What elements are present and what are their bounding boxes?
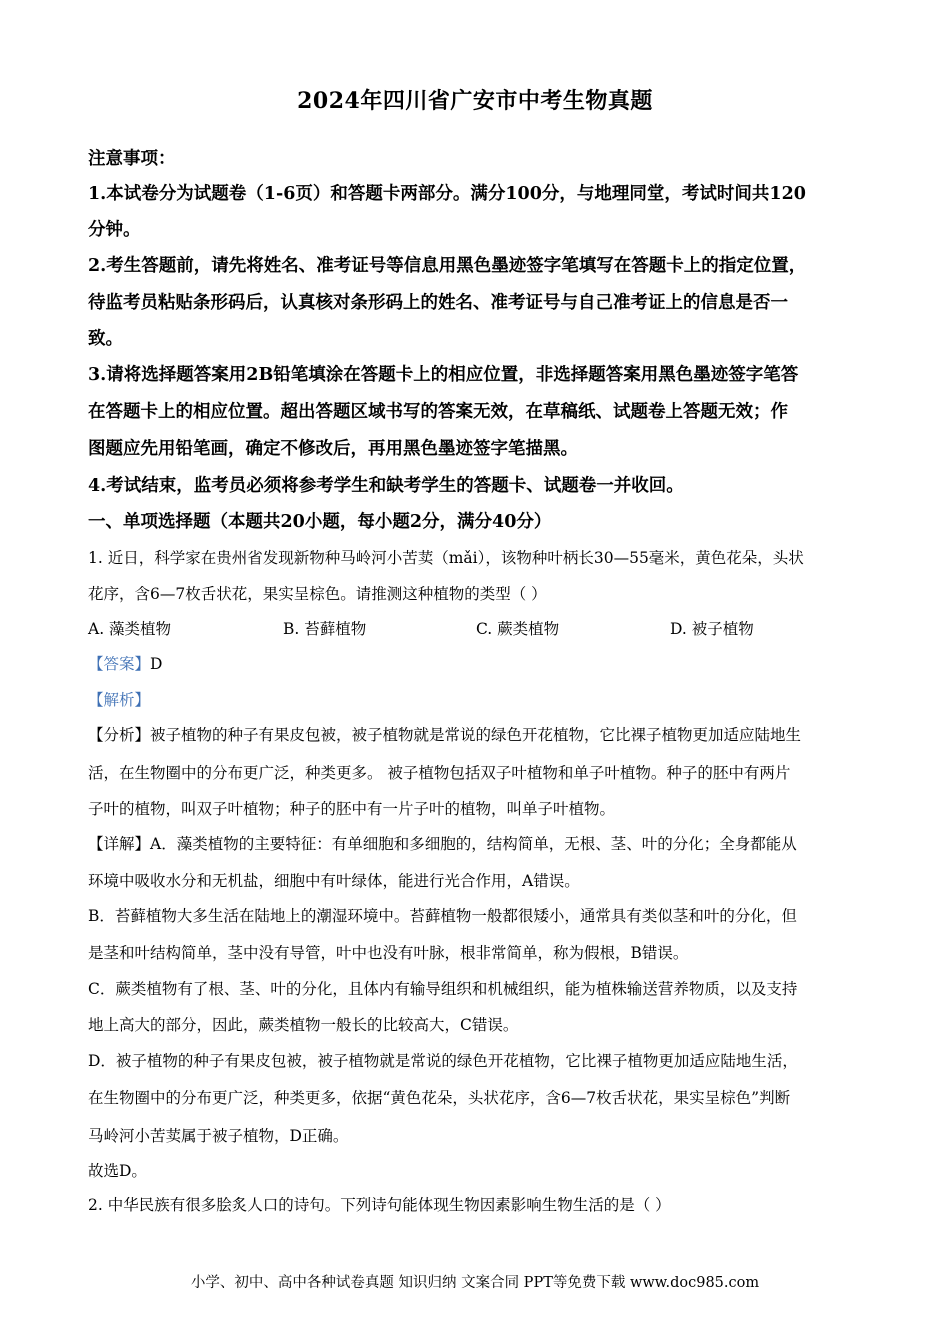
notice-line: 4.考试结束，监考员必须将参考学生和缺考学生的答题卡、试题卷一并收回。 [88,476,684,496]
explanation-line: C．蕨类植物有了根、茎、叶的分化，且体内有输导组织和机械组织，能为植株输送营养物质，以及支持 [88,980,798,998]
explanation-line: B．苔藓植物大多生活在陆地上的潮湿环境中。苔藓植物一般都很矮小，通常具有类似茎和叶的分化，但 [88,907,797,925]
footer-text: 小学、初中、高中各种试卷真题 知识归纳 文案合同 PPT等免费下载 www.doc985.com [190,1275,760,1291]
explanation-line: 是茎和叶结构简单，茎中没有导管，叶中也没有叶脉，根非常简单，称为假根，B错误。 [88,944,689,962]
section-heading: 一、单项选择题（本题共20小题，每小题2分，满分40分） [88,512,552,532]
notice-line: 1.本试卷分为试题卷（1-6页）和答题卡两部分。满分100分，与地理同堂，考试时间共120 [88,184,806,204]
notice-line: 分钟。 [88,220,141,240]
explanation-line: 【分析】被子植物的种子有果皮包被，被子植物就是常说的绿色开花植物，它比裸子植物更加适应陆地生 [88,726,802,744]
explanation-line: D．被子植物的种子有果皮包被，被子植物就是常说的绿色开花植物，它比裸子植物更加适应陆地生活， [88,1052,798,1070]
notice-line: 在答题卡上的相应位置。超出答题区域书写的答案无效，在草稿纸、试题卷上答题无效；作 [88,402,788,422]
option-d: D. 被子植物 [670,620,754,638]
option-c: C. 蕨类植物 [476,620,560,638]
notice-line: 2.考生答题前，请先将姓名、准考证号等信息用黑色墨迹签字笔填写在答题卡上的指定位置， [88,256,807,276]
notice-line: 待监考员粘贴条形码后，认真核对条形码上的姓名、准考证号与自己准考证上的信息是否一 [88,293,788,313]
question-stem: 1. 近日，科学家在贵州省发现新物种马岭河小苦荬（mǎi），该物种叶柄长30—55毫米，黄色花朵，头状 [88,549,804,567]
explanation-line: 地上高大的部分，因此，蕨类植物一般长的比较高大，C错误。 [88,1016,519,1034]
answer-label: 【答案】 [88,655,151,673]
explanation-line: 故选D。 [88,1162,147,1180]
notice-line: 图题应先用铅笔画，确定不修改后，再用黑色墨迹签字笔描黑。 [88,439,578,459]
page-title: 2024年四川省广安市中考生物真题 [297,88,653,114]
explanation-line: 子叶的植物，叫双子叶植物；种子的胚中有一片子叶的植物，叫单子叶植物。 [88,800,616,818]
notice-heading: 注意事项： [88,149,176,169]
question-stem: 2. 中华民族有很多脍炙人口的诗句。下列诗句能体现生物因素影响生物生活的是（ ） [88,1196,671,1214]
answer-value: D [150,655,163,673]
explanation-line: 【详解】A．藻类植物的主要特征：有单细胞和多细胞的，结构简单，无根、茎、叶的分化；全身都能从 [88,835,797,853]
notice-line: 致。 [88,329,123,349]
explanation-line: 环境中吸收水分和无机盐，细胞中有叶绿体，能进行光合作用，A错误。 [88,872,580,890]
option-a: A. 藻类植物 [88,620,172,638]
explanation-line: 马岭河小苦荬属于被子植物，D正确。 [88,1127,349,1145]
explanation-line: 活，在生物圈中的分布更广泛，种类更多。 被子植物包括双子叶植物和单子叶植物。种子的胚中有两片 [88,764,791,782]
explanation-line: 在生物圈中的分布更广泛，种类更多，依据“黄色花朵，头状花序，含6—7枚舌状花，果实呈棕色”判断 [88,1089,791,1107]
question-stem: 花序，含6—7枚舌状花，果实呈棕色。请推测这种植物的类型（ ） [88,585,547,603]
option-b: B. 苔藓植物 [283,620,367,638]
analysis-label: 【解析】 [88,691,151,709]
notice-line: 3.请将选择题答案用2B铅笔填涂在答题卡上的相应位置，非选择题答案用黑色墨迹签字笔答 [88,365,799,385]
answer-line [88,652,162,674]
